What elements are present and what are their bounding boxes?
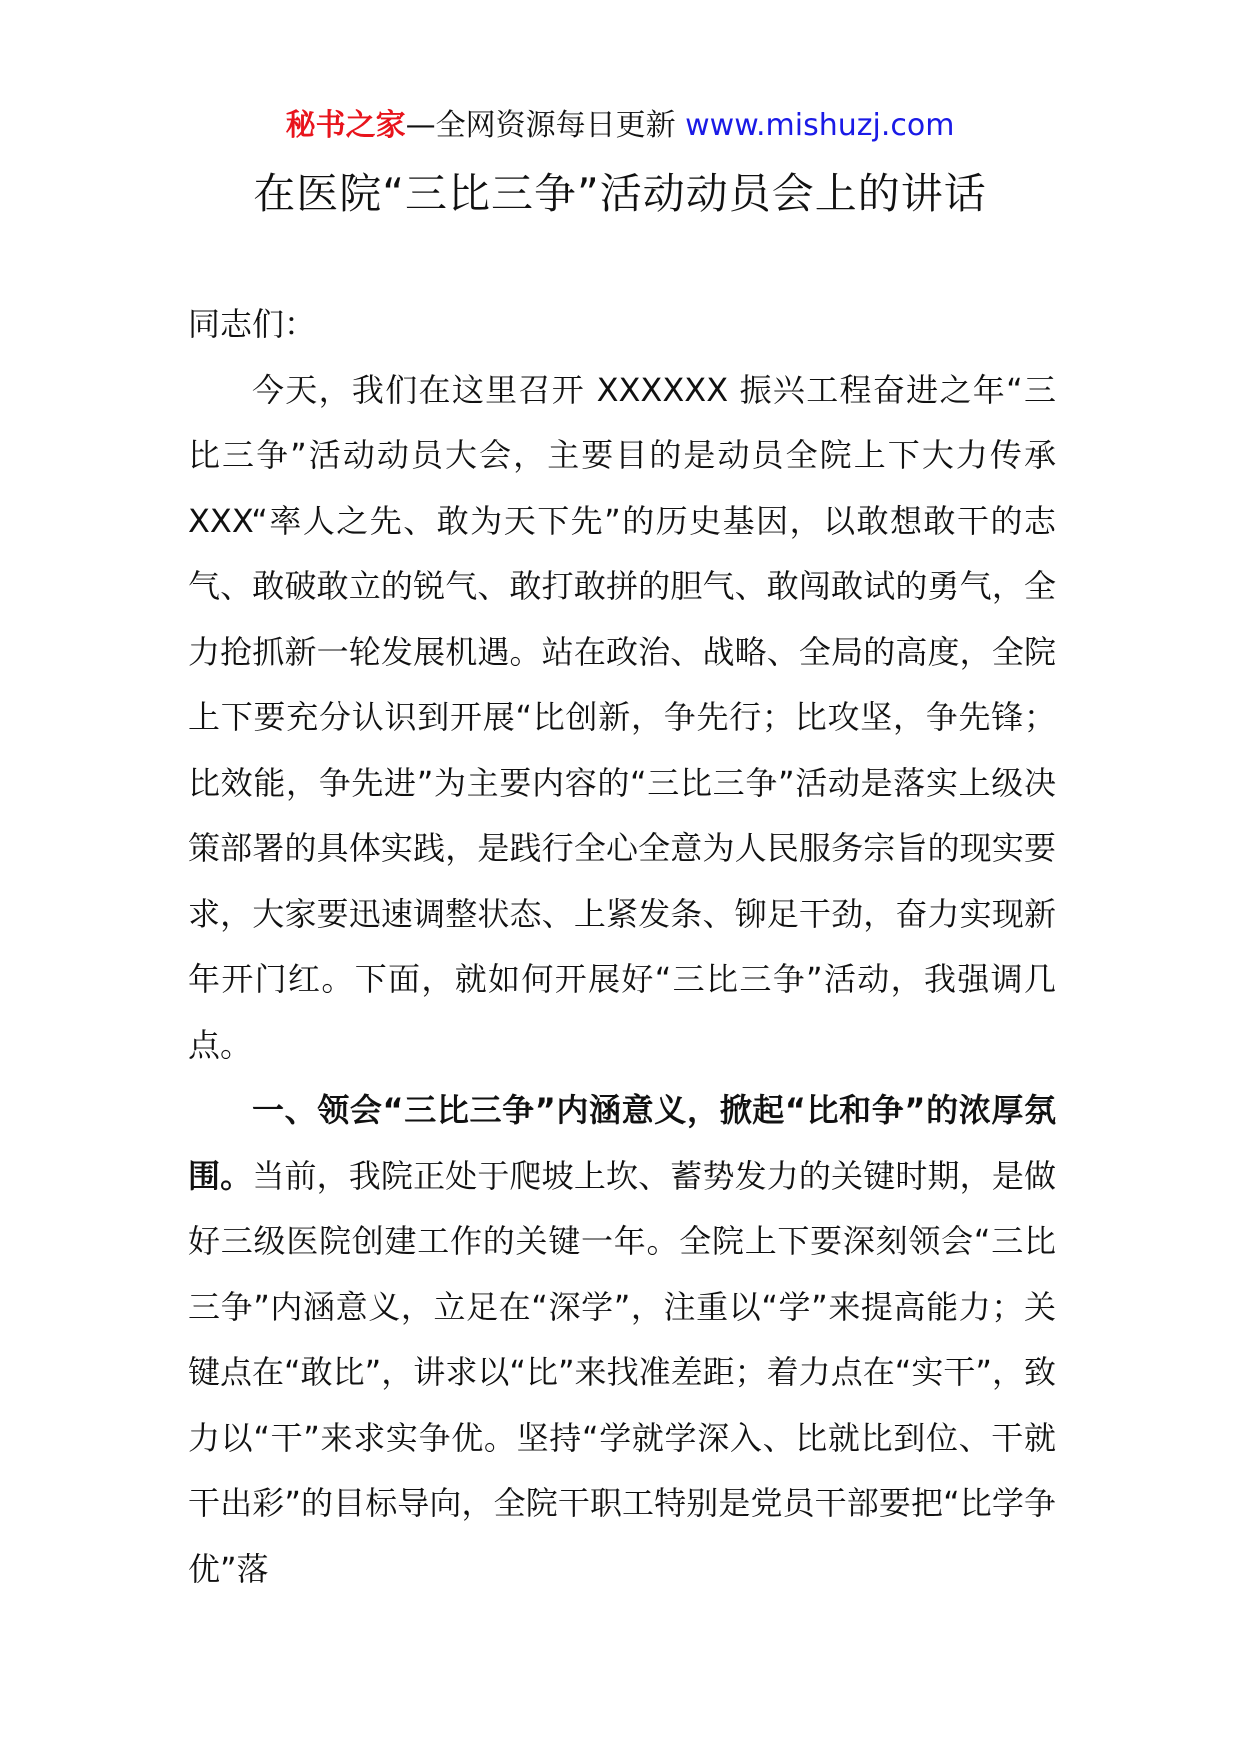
paragraph-2-body: 当前，我院正处于爬坡上坎、蓄势发力的关键时期，是做好三级医院创建工作的关键一年。全院上下要深刻领会“三比三争”内涵意义，立足在“深学”，注重以“学”来提高能力；关键点在“敢比”，讲求以“比”来找准差距；着力点在“实干”，致力以“干”来求实争优。坚持“学就学深入、比就比到位、干就干出彩”的目标导向，全院干职工特别是党员干部要把“比学争优”落 [188,1156,1056,1588]
section-heading-1: 一、领会“三比三争”内涵意义，掀起“比和争”的浓厚氛围。 [188,1091,1056,1195]
site-url[interactable]: www.mishuzj.com [685,108,955,143]
banner-slogan: —全网资源每日更新 [405,108,686,143]
paragraph-1: 今天，我们在这里召开 XXXXXX 振兴工程奋进之年“三比三争”活动动员大会，主要目的是动员全院上下大力传承 XXX“率人之先、敢为天下先”的历史基因，以敢想敢干的志气、敢破敢立的锐气、敢打敢拼的胆气、敢闯敢试的勇气，全力抢抓新一轮发展机遇。站在政治、战略、全局的高度，全院上下要充分认识到开展“比创新，争先行；比攻坚，争先锋；比效能，争先进”为主要内容的“三比三争”活动是落实上级决策部署的具体实践，是践行全心全意为人民服务宗旨的现实要求，大家要迅速调整状态、上紧发条、铆足干劲，奋力实现新年开门红。下面，就如何开展好“三比三争”活动，我强调几点。 [188,370,1056,1064]
site-banner [0,104,1240,148]
brand-name: 秘书之家 [285,108,406,143]
paragraph-2 [188,1078,1056,1602]
document-title: 在医院“三比三争”活动动员会上的讲话 [253,169,987,218]
document-body [188,292,1056,1602]
salutation: 同志们： [188,305,317,343]
